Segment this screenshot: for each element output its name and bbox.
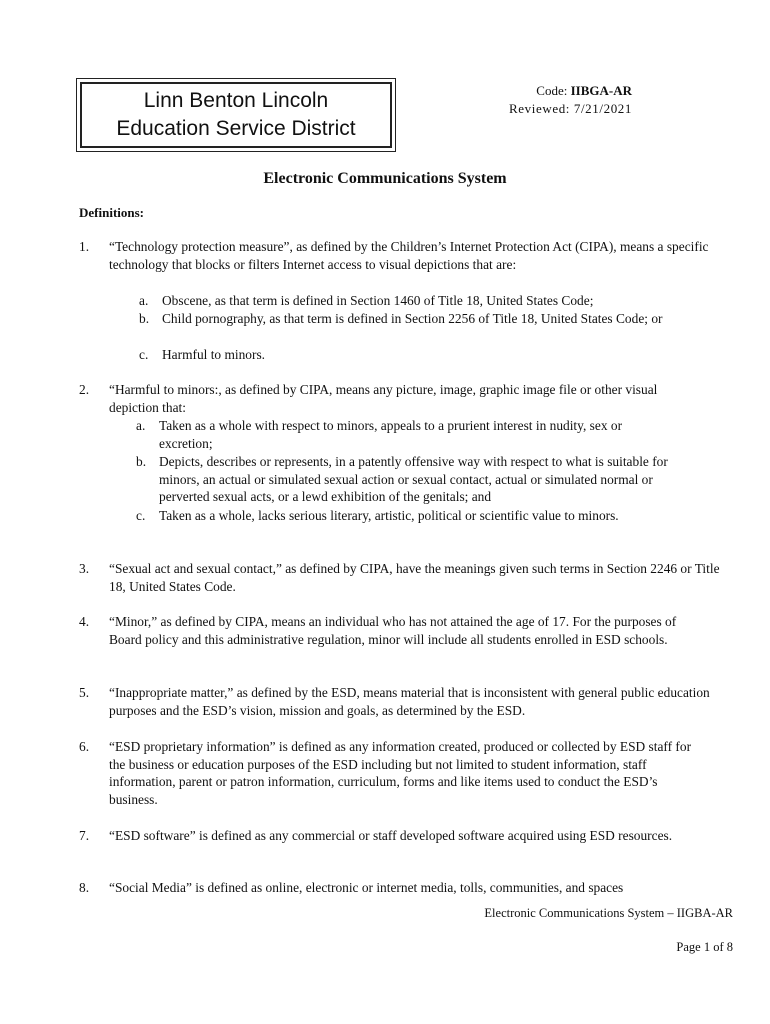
sub-text: Taken as a whole, lacks serious literary, artistic, political or scientific value to minors. [159,508,619,523]
definitions-heading: Definitions: [79,205,144,220]
sub-letter: c. [136,508,146,523]
district-name-line1: Linn Benton Lincoln [143,89,329,112]
reviewed-date: 7/21/2021 [573,101,632,116]
document-title: Electronic Communications System [263,170,507,187]
item-text: “Sexual act and sexual contact,” as defined by CIPA, have the meanings given such terms in Section 2246 or Title 18, United States Code. [109,561,720,594]
definition-item-2b [136,453,676,506]
definition-item-2 [79,381,669,416]
definition-item-6 [79,738,704,808]
definition-item-7 [79,827,689,845]
definition-item-1a [139,292,684,310]
reviewed-label: Reviewed: [509,101,571,116]
item-text: “Inappropriate matter,” as defined by the ESD, means material that is inconsistent with general public education purposes and the ESD’s vision, mission and goals, as determined by the ESD. [109,685,710,718]
item-text: “Social Media” is defined as online, electronic or internet media, tolls, communities, and spaces [109,880,624,895]
item-number: 6. [79,739,90,754]
definition-item-3 [79,560,729,595]
item-number: 4. [79,614,90,629]
sub-text: Harmful to minors. [162,347,266,362]
sub-letter: b. [136,454,147,469]
code-line [490,82,632,100]
sub-letter: a. [139,293,149,308]
footer-page-number: Page 1 of 8 [676,940,733,954]
code-value: IIBGA-AR [570,83,632,98]
item-text: “ESD software” is defined as any commercial or staff developed software acquired using ESD resources. [109,828,673,843]
sub-text: Depicts, describes or represents, in a patently offensive way with respect to what is suitable for minors, an actual or simulated sexual action or sexual contact, actual or simulated normal or perverted sexual acts, or a lewd exhibition of the genitals; and [159,454,668,504]
sub-text: Child pornography, as that term is defined in Section 2256 of Title 18, United States Code; or [162,311,663,326]
sub-letter: b. [139,311,150,326]
item-number: 5. [79,685,90,700]
code-label: Code: [536,83,568,98]
item-number: 1. [79,239,90,254]
policy-code-block [490,82,632,118]
item-text: “Minor,” as defined by CIPA, means an individual who has not attained the age of 17. For the purposes of Board policy and this administrative regulation, minor will include all students enrolled in ESD schools. [109,614,677,647]
item-number: 3. [79,561,90,576]
item-text: “Technology protection measure”, as defined by the Children’s Internet Protection Act (CIPA), means a specific technology that blocks or filters Internet access to visual depictions that are: [109,239,709,272]
definition-item-1c [139,346,684,364]
definition-item-1b [139,310,684,328]
definition-item-2a [136,417,676,452]
footer-document-reference: Electronic Communications System – IIGBA-AR [484,906,733,920]
item-number: 2. [79,382,90,397]
definition-item-1 [79,238,739,273]
item-text: “Harmful to minors:, as defined by CIPA, means any picture, image, graphic image file or other visual depiction that: [109,382,658,415]
district-name-line2: Education Service District [116,117,356,140]
sub-letter: c. [139,347,149,362]
item-number: 8. [79,880,90,895]
definition-item-4 [79,613,684,648]
reviewed-line [490,100,632,118]
district-logo-box [76,78,396,152]
sub-letter: a. [136,418,146,433]
district-name [116,87,355,143]
definition-item-5 [79,684,739,719]
sub-text: Taken as a whole with respect to minors, appeals to a prurient interest in nudity, sex or excretion; [159,418,623,451]
item-number: 7. [79,828,90,843]
definition-item-8 [79,879,719,897]
definition-item-2c [136,507,676,525]
sub-text: Obscene, as that term is defined in Section 1460 of Title 18, United States Code; [162,293,594,308]
item-text: “ESD proprietary information” is defined as any information created, produced or collected by ESD staff for the business or education purposes of the ESD including but not limited to student information, staff information, parent or patron information, curriculum, forms and like items used to conduct the ESD’s business. [109,739,692,807]
